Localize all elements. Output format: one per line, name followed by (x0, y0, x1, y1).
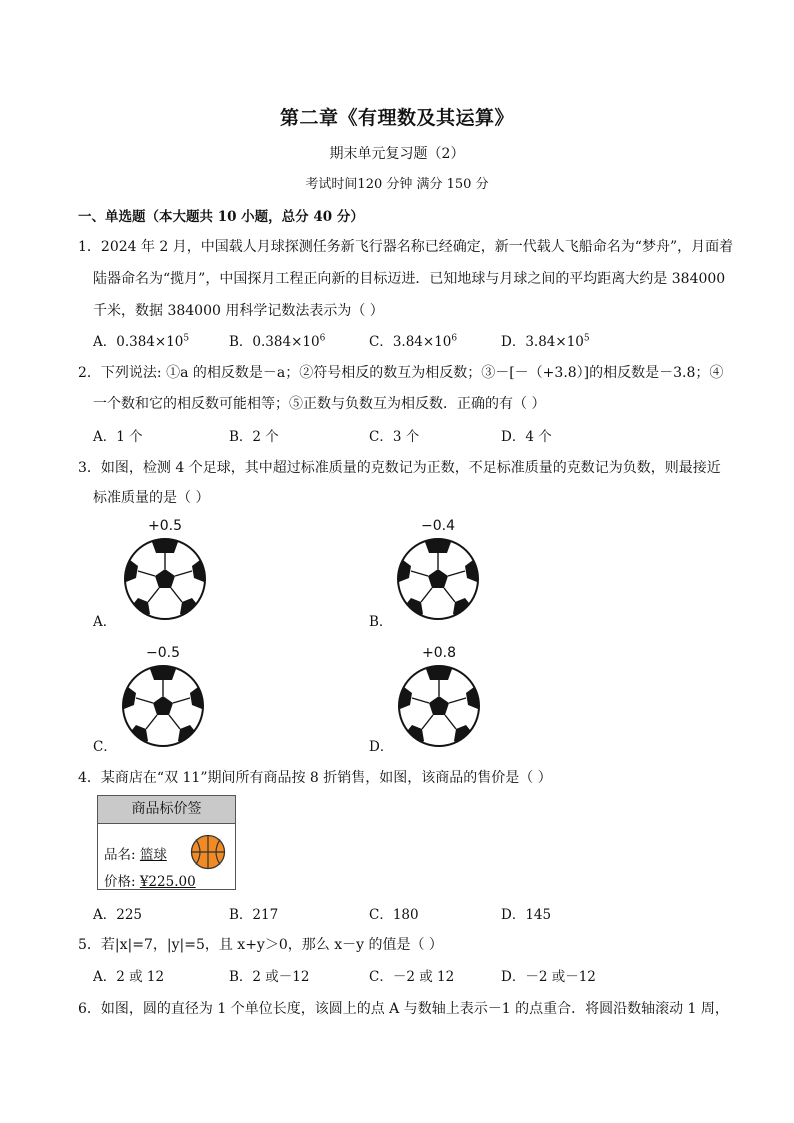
price-tag-header: 商品标价签 (98, 796, 235, 824)
q5-option-b: B．2 或－12 (229, 969, 310, 985)
price-tag-price: ¥225.00 (139, 874, 196, 890)
soccer-ball-c (118, 645, 208, 755)
soccer-ball-icon (122, 536, 208, 622)
q5-option-d: D．－2 或－12 (501, 969, 596, 985)
q1-line-1: 1．2024 年 2 月，中国载人月球探测任务新飞行器名称已经确定，新一代载人飞船命名为“梦舟”，月面着 (78, 239, 734, 255)
q6-line-1: 6．如图，圆的直径为 1 个单位长度，该圆上的点 A 与数轴上表示－1 的点重合．将圆沿数轴滚动 1 周， (78, 1001, 729, 1017)
soccer-ball-a (120, 518, 210, 628)
q2-option-d: D．4 个 (501, 429, 552, 445)
price-tag (97, 795, 236, 890)
q5-option-a: A．2 或 12 (93, 969, 165, 985)
q4-option-b: B．217 (229, 907, 279, 923)
page-title: 第二章《有理数及其运算》 (279, 107, 514, 129)
q2-option-a: A．1 个 (93, 429, 143, 445)
q1-option-d: D．$3.84\times 10^5$ (501, 333, 590, 350)
q5-line-1: 5．若|x|=7，|y|=5，且 x+y＞0，那么 x－y 的值是（ ） (78, 937, 443, 953)
q3-option-b: B． (369, 614, 393, 630)
q3-line-1: 3．如图，检测 4 个足球，其中超过标准质量的克数记为正数，不足标准质量的克数记为负数，则最接近 (78, 460, 721, 476)
soccer-ball-icon (120, 663, 206, 749)
q3-option-d: D． (369, 739, 394, 755)
soccer-ball-icon (395, 536, 481, 622)
q4-option-c: C．180 (369, 907, 419, 923)
page-subtitle: 期末单元复习题（2） (329, 146, 465, 162)
section-heading: 一、单选题（本大题共 10 小题，总分 40 分） (78, 209, 364, 225)
ball-c-value: −0.5 (146, 645, 180, 661)
soccer-ball-icon (396, 663, 482, 749)
q3-line-2: 标准质量的是（ ） (93, 490, 210, 506)
price-tag-name-row: 品名: 篮球 (104, 847, 167, 863)
q2-line-1: 2．下列说法: ①a 的相反数是－a；②符号相反的数互为相反数；③－[－（+3.8）]的相反数是－3.8；④ (78, 365, 724, 381)
price-tag-price-row: 价格: ¥225.00 (104, 874, 196, 890)
q1-line-2: 陆器命名为“揽月”，中国探月工程正向新的目标迈进．已知地球与月球之间的平均距离大约是 384000 (93, 271, 726, 287)
q1-option-b: B．$0.384\times 10^6$ (229, 333, 326, 350)
q4-line-1: 4．某商店在“双 11”期间所有商品按 8 折销售，如图，该商品的售价是（ ） (78, 770, 552, 786)
q2-line-2: 一个数和它的相反数可能相等；⑤正数与负数互为相反数．正确的有（ ） (93, 396, 546, 412)
q2-option-c: C．3 个 (369, 429, 420, 445)
q3-option-c: C． (93, 739, 117, 755)
ball-a-value: +0.5 (148, 518, 182, 534)
price-tag-name: 篮球 (139, 847, 167, 863)
soccer-ball-b (393, 518, 483, 628)
q1-line-3: 千米，数据 384000 用科学记数法表示为（ ） (93, 303, 384, 319)
basketball-icon (190, 834, 226, 870)
exam-info: 考试时间120 分钟 满分 150 分 (305, 177, 489, 192)
q5-option-c: C．－2 或 12 (369, 969, 455, 985)
q2-option-b: B．2 个 (229, 429, 279, 445)
ball-d-value: +0.8 (422, 645, 456, 661)
q3-option-a: A． (93, 614, 117, 630)
q4-option-a: A．225 (93, 907, 143, 923)
q4-option-d: D．145 (501, 907, 552, 923)
ball-b-value: −0.4 (421, 518, 455, 534)
soccer-ball-d (394, 645, 484, 755)
q1-option-c: C．$3.84\times 10^6$ (369, 333, 458, 350)
q1-option-a: A．$0.384\times 10^5$ (93, 333, 190, 350)
